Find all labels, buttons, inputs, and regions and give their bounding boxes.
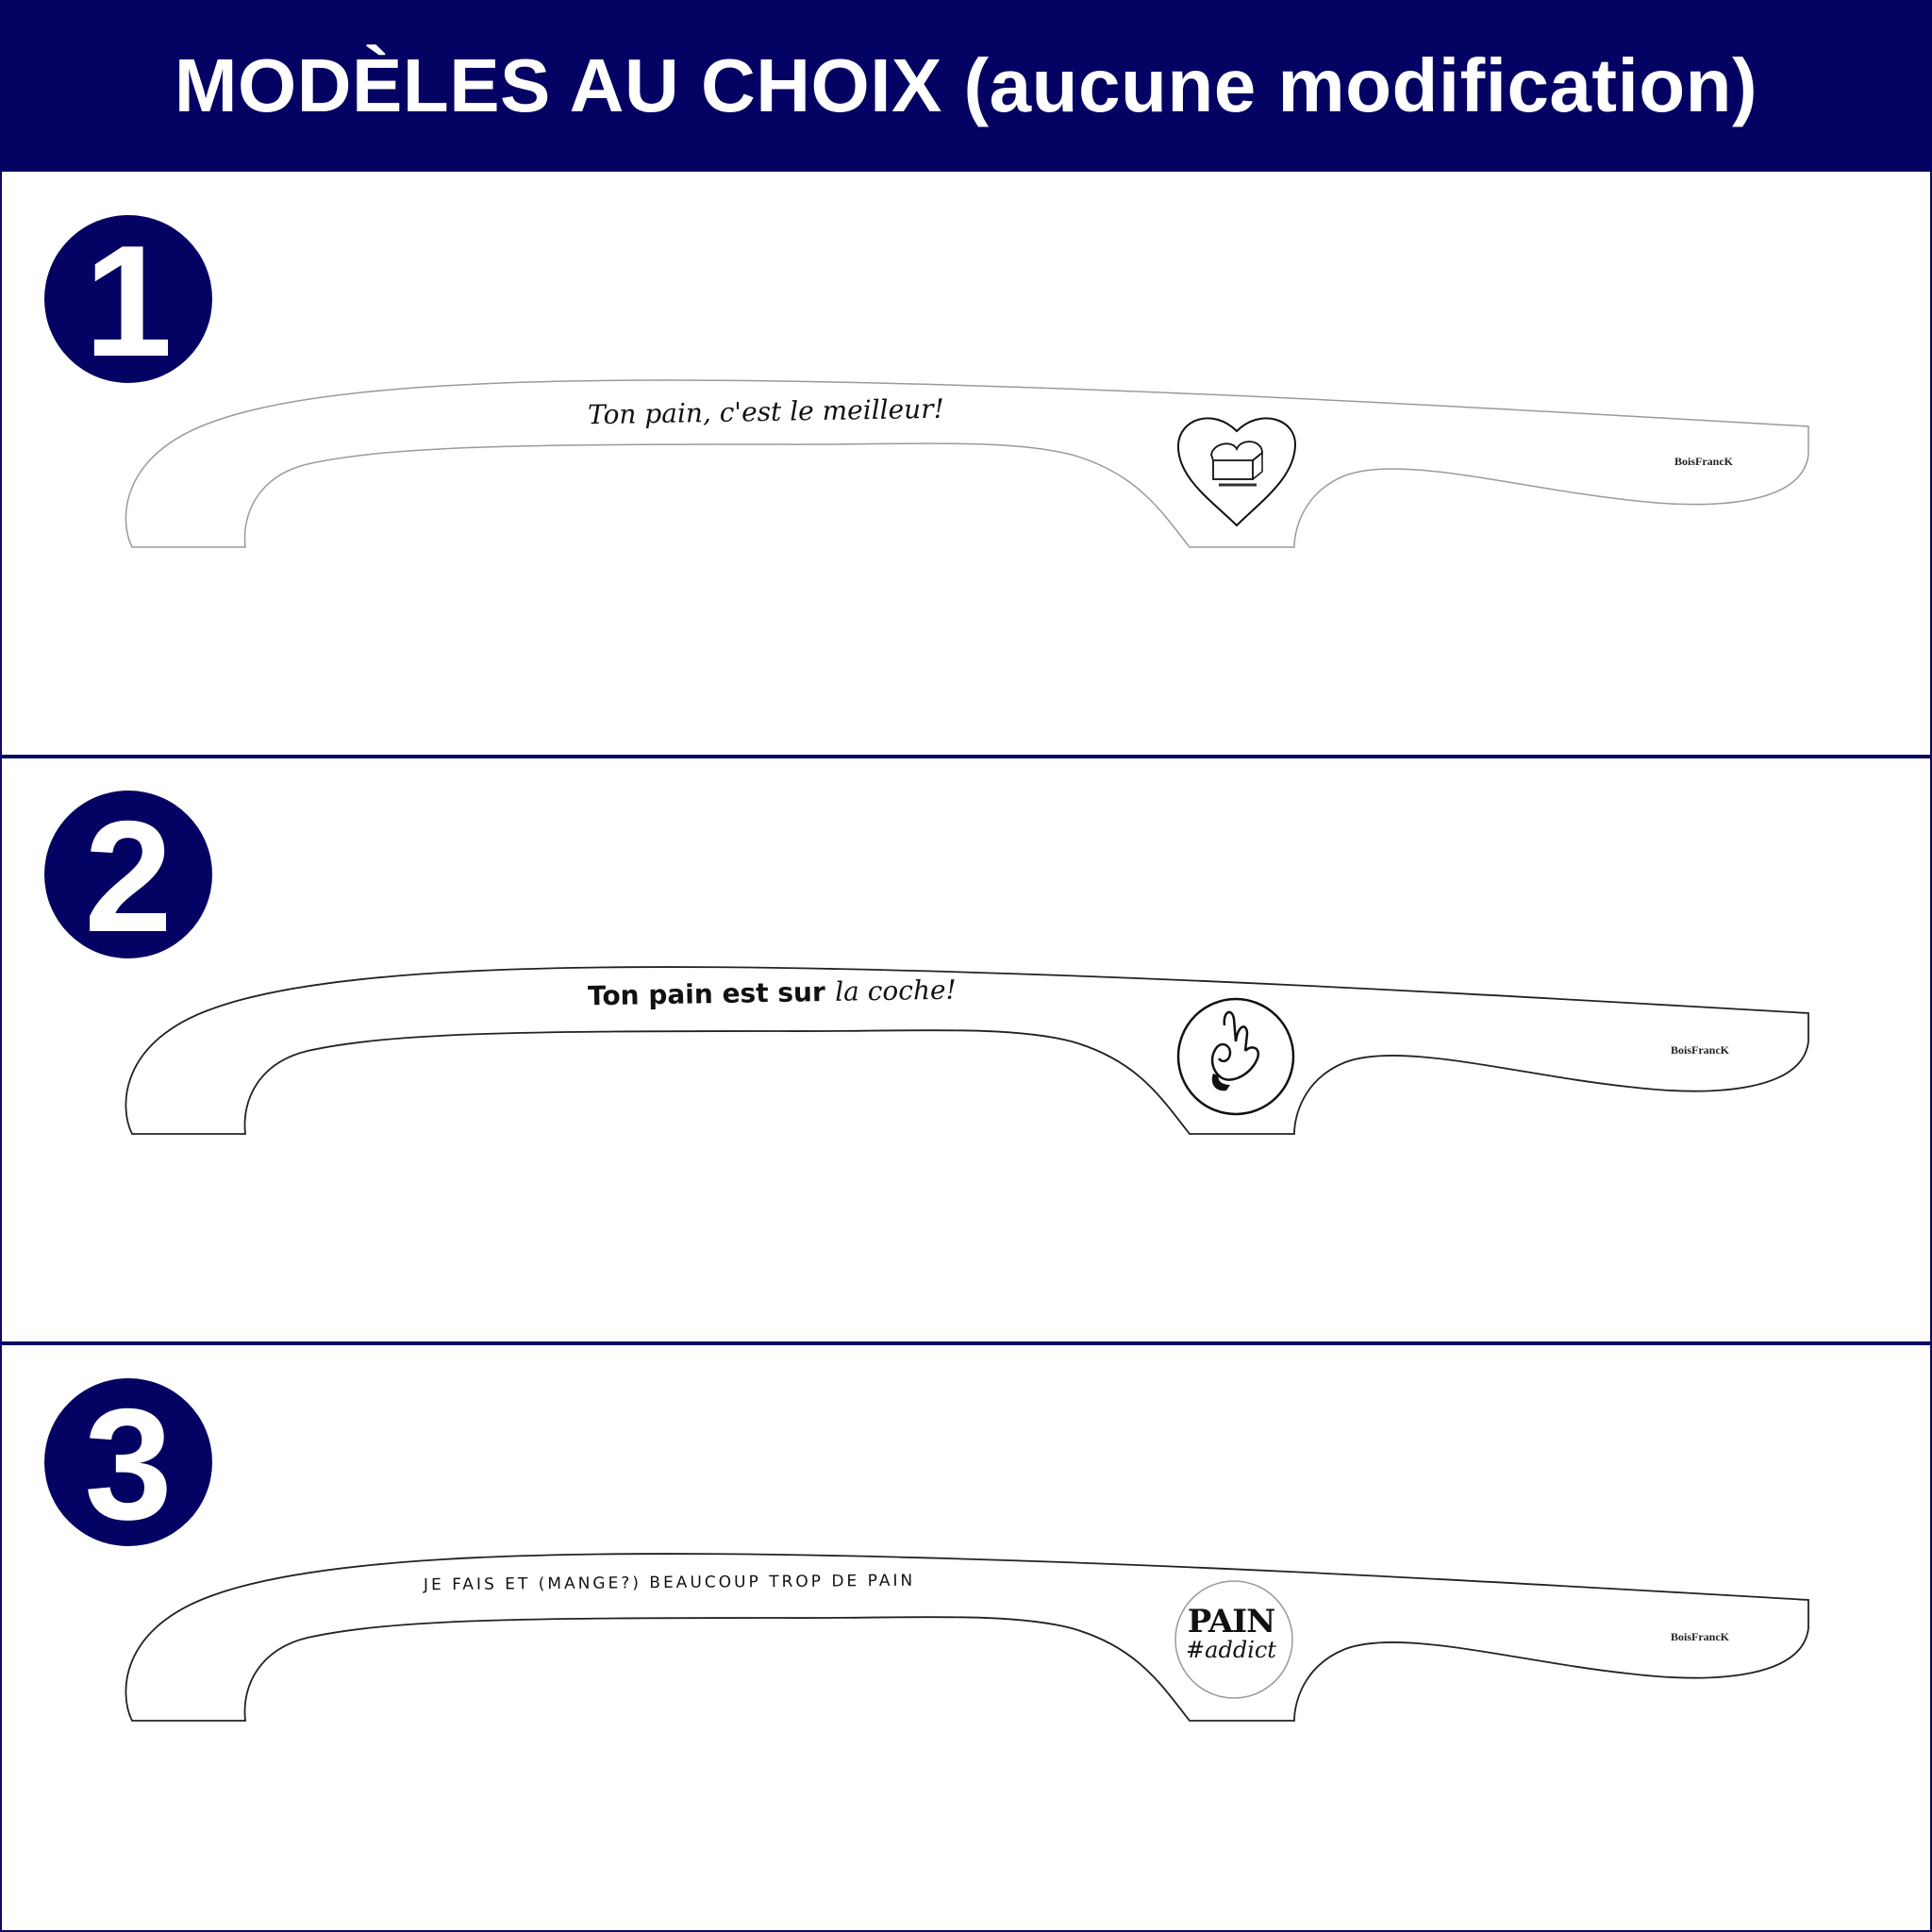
model-panel-3	[3, 1345, 1929, 1928]
engraved-text: Ton pain, c'est le meilleur!	[587, 392, 945, 431]
pain-addict-emblem	[1173, 1603, 1290, 1663]
ok-hand-icon	[1178, 999, 1293, 1114]
model-number: 3	[84, 1375, 173, 1553]
model-panel-2	[3, 758, 1929, 1341]
model-number: 1	[84, 212, 173, 390]
knife-shape	[125, 380, 1808, 547]
engraved-text-line	[588, 974, 957, 1012]
emblem-tag: #addict	[1186, 1637, 1276, 1663]
engraved-text-script: la coche!	[834, 974, 958, 1008]
engraved-text: JE FAIS ET (MANGE?) BEAUCOUP TROP DE PAIN	[423, 1571, 916, 1595]
engraved-text-main: Ton pain est sur	[587, 976, 825, 1012]
knife-outline	[3, 172, 1932, 757]
page-title: MODÈLES AU CHOIX (aucune modification)	[174, 43, 1758, 127]
emblem-word: PAIN	[1187, 1603, 1275, 1641]
signature: BoisFrancK	[1674, 455, 1733, 468]
signature: BoisFrancK	[1671, 1630, 1729, 1643]
knife-shape	[125, 967, 1808, 1134]
knife-outline	[3, 758, 1932, 1341]
model-number: 2	[84, 788, 173, 965]
header-banner	[0, 0, 1932, 172]
signature: BoisFrancK	[1671, 1043, 1729, 1057]
model-panel-1	[3, 172, 1929, 757]
knife-outline	[3, 1345, 1932, 1928]
knife-shape	[125, 1554, 1808, 1721]
